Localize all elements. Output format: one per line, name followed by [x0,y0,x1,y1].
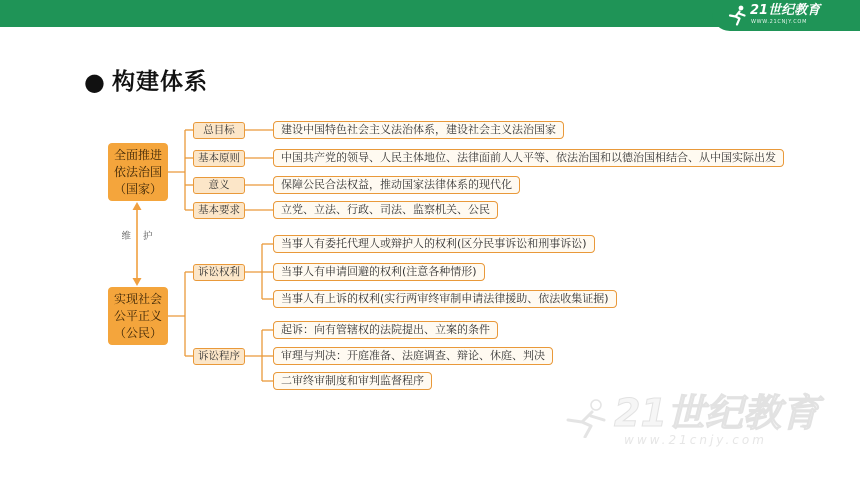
page-title: 构建体系 [112,69,208,95]
branch-node-litigation-rights: 诉讼权利 [193,264,245,281]
leaf-procedure-filing: 起诉：向有管辖权的法院提出、立案的条件 [273,321,498,339]
root-node-state-line: 全面推进 [113,148,162,162]
branch-node-significance: 意义 [193,177,245,194]
leaf-procedure-second-instance: 二审终审制度和审判监督程序 [273,372,432,390]
leaf-right-agent: 当事人有委托代理人或辩护人的权利(区分民事诉讼和刑事诉讼) [273,235,595,253]
root-node-citizen-line: （公民） [113,326,162,340]
root-node-citizen-line: 公平正义 [113,309,162,323]
link-label-maintain: 维 护 [121,231,153,242]
branch-node-principles: 基本原则 [193,150,245,167]
root-node-citizen-line: 实现社会 [113,292,162,306]
root-node-state-line: 依法治国 [113,165,162,179]
root-node-state [108,143,168,201]
leaf-principles-detail: 中国共产党的领导、人民主体地位、法律面前人人平等、依法治国和以德治国相结合、从中国实际出发 [273,149,784,167]
watermark-runner-icon [556,398,612,438]
leaf-significance-detail: 保障公民合法权益，推动国家法律体系的现代化 [273,176,520,194]
arrow-head-down-icon [133,278,142,286]
branch-node-goal: 总目标 [193,122,245,139]
branch-node-requirements: 基本要求 [193,202,245,219]
watermark-text: 21世纪教育 [614,391,819,435]
root-node-citizen [108,287,168,345]
double-arrow-connector [133,202,142,286]
leaf-procedure-trial: 审理与判决：开庭准备、法庭调查、辩论、休庭、判决 [273,347,553,365]
runner-logo-icon [726,4,748,26]
leaf-right-appeal: 当事人有上诉的权利(实行两审终审制申请法律援助、依法收集证据) [273,290,617,308]
branch-node-litigation-procedure: 诉讼程序 [193,348,245,365]
brand-logo-url: WWW.21CNJY.COM [751,19,808,25]
brand-logo-text: 21世纪教育 [750,3,821,18]
leaf-right-recusal: 当事人有申请回避的权利(注意各种情形) [273,263,485,281]
leaf-goal-detail: 建设中国特色社会主义法治体系，建设社会主义法治国家 [273,121,564,139]
arrow-head-up-icon [133,202,142,210]
watermark-url: www.21cnjy.com [624,433,767,447]
leaf-requirements-detail: 立党、立法、行政、司法、监察机关、公民 [273,201,498,219]
root-node-state-line: （国家） [113,182,162,196]
title-bullet: ● [84,68,105,96]
